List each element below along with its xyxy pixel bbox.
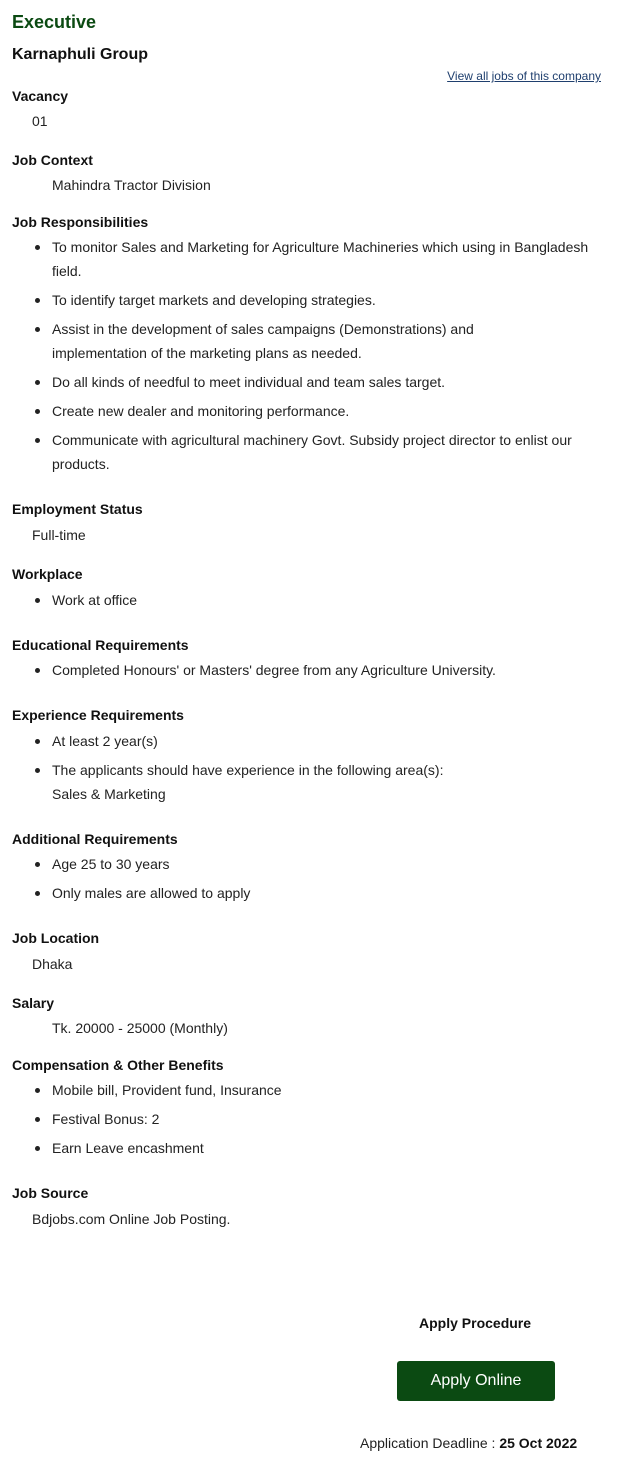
company-name: Karnaphuli Group (12, 46, 148, 63)
source-heading: Job Source (12, 1185, 89, 1201)
apply-procedure-heading: Apply Procedure (419, 1315, 532, 1331)
list-item: At least 2 year(s) (32, 729, 592, 753)
vacancy-heading: Vacancy (12, 88, 69, 104)
list-item: Mobile bill, Provident fund, Insurance (32, 1078, 592, 1102)
vacancy-value: 01 (32, 113, 48, 129)
experience-area: Sales & Marketing (52, 786, 166, 802)
list-item: Create new dealer and monitoring performance. (32, 399, 592, 423)
benefits-heading: Compensation & Other Benefits (12, 1057, 224, 1073)
experience-list (32, 729, 592, 811)
job-context-heading: Job Context (12, 152, 93, 168)
list-item: To identify target markets and developing strategies. (32, 288, 592, 312)
list-item: Do all kinds of needful to meet individual and team sales target. (32, 370, 592, 394)
workplace-heading: Workplace (12, 566, 83, 582)
workplace-list (32, 588, 592, 617)
list-item: Earn Leave encashment (32, 1136, 592, 1160)
list-item: Communicate with agricultural machinery Govt. Subsidy project director to enlist our products. (32, 428, 592, 476)
responsibilities-list (32, 235, 592, 481)
list-item: Work at office (32, 588, 592, 612)
list-item: Only males are allowed to apply (32, 881, 592, 905)
job-title: Executive (12, 12, 97, 32)
application-deadline (360, 1434, 577, 1452)
additional-list (32, 852, 592, 910)
apply-online-button[interactable]: Apply Online (397, 1361, 555, 1401)
salary-value: Tk. 20000 - 25000 (Monthly) (52, 1020, 228, 1036)
list-item: Assist in the development of sales campaigns (Demonstrations) and implementation of the marketing plans as needed. (32, 317, 592, 365)
location-heading: Job Location (12, 930, 100, 946)
education-heading: Educational Requirements (12, 637, 189, 653)
list-item: Age 25 to 30 years (32, 852, 592, 876)
deadline-date: 25 Oct 2022 (499, 1435, 578, 1451)
benefits-list (32, 1078, 592, 1165)
list-item: Festival Bonus: 2 (32, 1107, 592, 1131)
source-value: Bdjobs.com Online Job Posting. (32, 1211, 231, 1227)
list-item: To monitor Sales and Marketing for Agriculture Machineries which using in Bangladesh field. (32, 235, 592, 283)
experience-area-intro: The applicants should have experience in the following area(s): (52, 762, 444, 778)
experience-heading: Experience Requirements (12, 707, 184, 723)
additional-heading: Additional Requirements (12, 831, 178, 847)
view-all-jobs-link[interactable]: View all jobs of this company (447, 69, 601, 83)
location-value: Dhaka (32, 956, 73, 972)
responsibilities-heading: Job Responsibilities (12, 214, 149, 230)
education-list (32, 658, 612, 687)
employment-status-value: Full-time (32, 527, 86, 543)
list-item (32, 758, 592, 806)
list-item: Completed Honours' or Masters' degree from any Agriculture University. (32, 658, 612, 682)
deadline-label: Application Deadline : (360, 1435, 500, 1451)
salary-heading: Salary (12, 995, 55, 1011)
employment-status-heading: Employment Status (12, 501, 143, 517)
job-context-value: Mahindra Tractor Division (52, 177, 211, 193)
